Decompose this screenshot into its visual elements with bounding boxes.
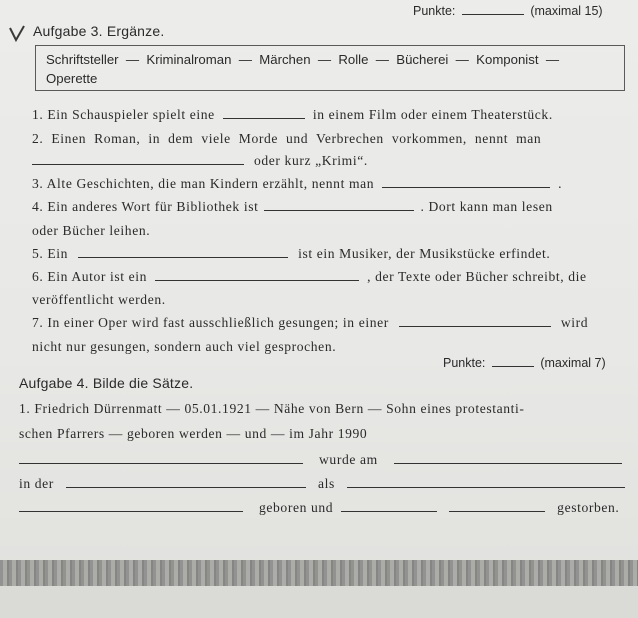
word-box-line1: Schriftsteller — Kriminalroman — Märchen — Rolle — Bücherei — Komponist — [46, 52, 560, 67]
sentence-5-blank[interactable] [78, 257, 288, 258]
task4-line4-text1: in der [19, 476, 54, 491]
sentence-1 [32, 107, 553, 123]
sentence-4-blank[interactable] [264, 210, 414, 211]
sentence-6 [32, 269, 587, 285]
sentence-5 [32, 246, 550, 262]
sentence-2 [32, 131, 541, 147]
sentence-3-end: . [558, 176, 563, 191]
task4-line3 [19, 452, 622, 468]
sentence-4-cont: oder Bücher leihen. [32, 223, 151, 238]
task4-line5-blank1[interactable] [19, 511, 243, 512]
sentence-2-cont [32, 153, 368, 169]
task4-line3-text: wurde am [319, 452, 378, 467]
task4-line4-blank1[interactable] [66, 487, 306, 488]
sentence-1-start: 1. Ein Schauspieler spielt eine [32, 107, 215, 122]
sentence-3 [32, 176, 562, 192]
sentence-4 [32, 199, 553, 215]
sentence-5-start: 5. Ein [32, 246, 69, 261]
points-header [413, 4, 603, 18]
page-edge-strip [0, 560, 638, 618]
points-max: (maximal 15) [530, 4, 603, 18]
task4-points [443, 356, 606, 370]
task4-points-blank[interactable] [492, 366, 534, 367]
checkmark-icon [8, 24, 26, 44]
sentence-6-mid: , der Texte oder Bücher schreibt, die [367, 269, 587, 284]
task4-line1: 1. Friedrich Dürrenmatt — 05.01.1921 — Nähe von Bern — Sohn eines protestanti- [19, 401, 525, 416]
sentence-7-cont: nicht nur gesungen, sondern auch viel gesprochen. [32, 339, 337, 354]
task4-line5-blank3[interactable] [449, 511, 545, 512]
task4-line3-blank2[interactable] [394, 463, 622, 464]
task4-line5 [19, 500, 619, 516]
points-blank[interactable] [462, 14, 524, 15]
task4-line4-text2: als [317, 476, 335, 491]
task4-title: Aufgabe 4. Bilde die Sätze. [19, 375, 194, 391]
sentence-7-blank[interactable] [399, 326, 551, 327]
task4-line4-blank2[interactable] [347, 487, 625, 488]
sentence-1-blank[interactable] [223, 118, 305, 119]
sentence-7-end: wird [560, 315, 589, 330]
sentence-3-start: 3. Alte Geschichten, die man Kindern erzählt, nennt man [32, 176, 375, 191]
sentence-4-start: 4. Ein anderes Wort für Bibliothek ist [32, 199, 259, 214]
sentence-4-mid: . Dort kann man lesen [420, 199, 553, 214]
task4-line3-blank1[interactable] [19, 463, 303, 464]
sentence-5-end: ist ein Musiker, der Musikstücke erfindet. [298, 246, 551, 261]
points-label: Punkte: [413, 4, 456, 18]
sentence-2-blank[interactable] [32, 164, 244, 165]
task4-line4 [19, 476, 625, 492]
task4-points-label: Punkte: [443, 356, 486, 370]
task4-line5-blank2[interactable] [341, 511, 437, 512]
sentence-6-start: 6. Ein Autor ist ein [32, 269, 148, 284]
task4-line2: schen Pfarrers — geboren werden — und — im Jahr 1990 [19, 426, 368, 441]
sentence-2-end: oder kurz „Krimi“. [254, 153, 368, 168]
sentence-7-start: 7. In einer Oper wird fast ausschließlich gesungen; in einer [32, 315, 389, 330]
sentence-6-cont: veröffentlicht werden. [32, 292, 166, 307]
sentence-2-start: 2. Einen Roman, in dem viele Morde und Verbrechen vorkommen, nennt man [32, 131, 542, 146]
word-box-line2: Operette [46, 71, 98, 86]
task4-points-max: (maximal 7) [540, 356, 606, 370]
sentence-7 [32, 315, 588, 331]
task4-line5-text1: geboren und [259, 500, 334, 515]
task3-title: Aufgabe 3. Ergänze. [33, 23, 165, 39]
sentence-6-blank[interactable] [155, 280, 359, 281]
task4-line5-text2: gestorben. [557, 500, 620, 515]
sentence-1-end: in einem Film oder einem Theaterstück. [312, 107, 553, 122]
sentence-3-blank[interactable] [382, 187, 550, 188]
